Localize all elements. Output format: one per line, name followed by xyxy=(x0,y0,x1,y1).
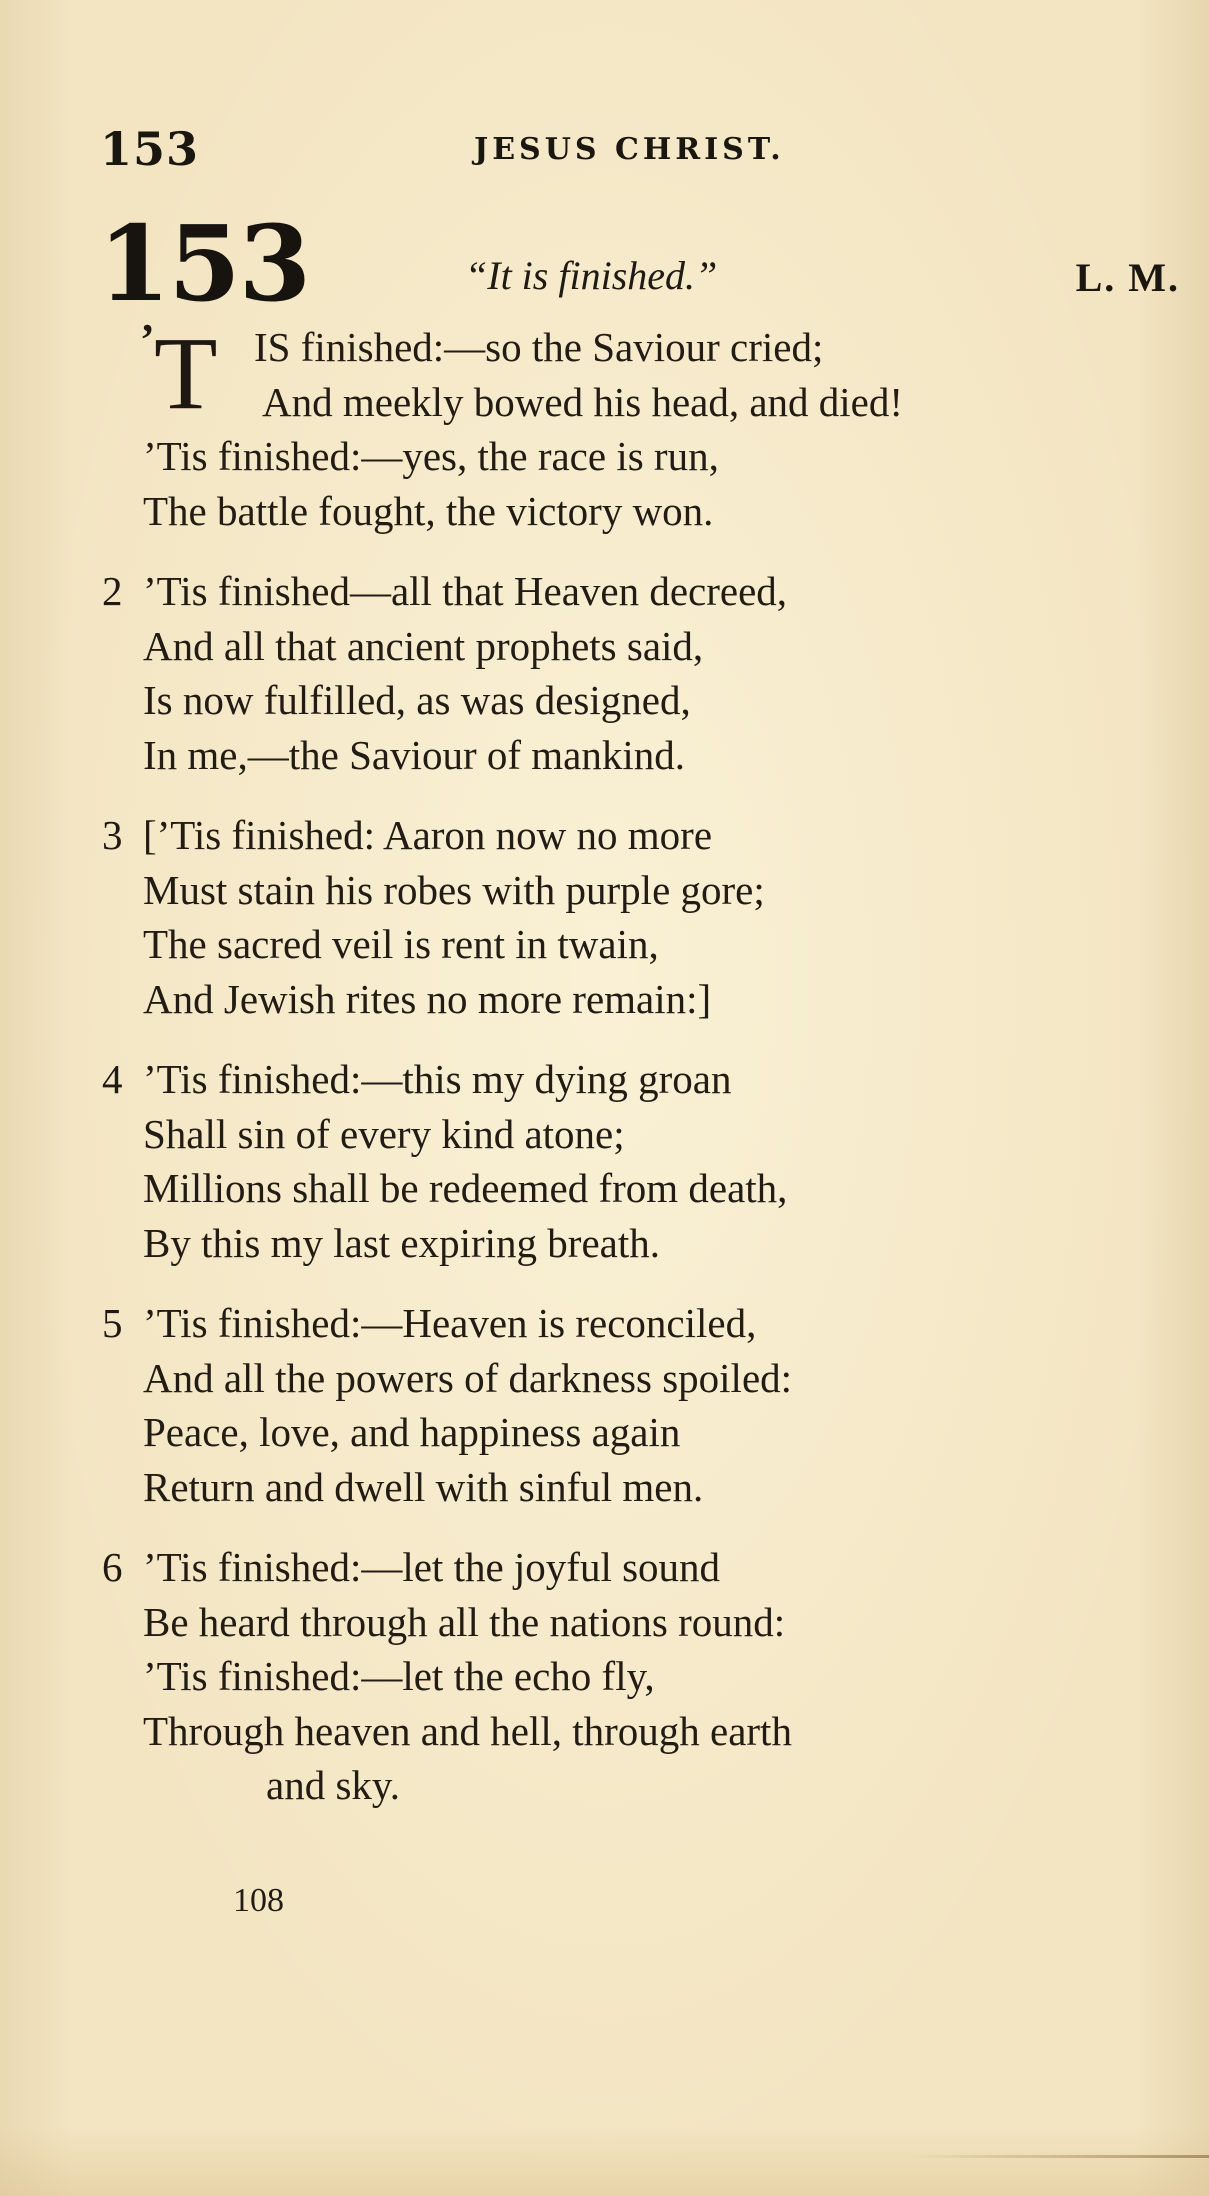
drop-cap: T xyxy=(154,316,218,431)
stanza-line: And meekly bowed his head, and died! xyxy=(262,378,904,425)
stanza-line: IS finished:—so the Saviour cried; xyxy=(254,324,824,370)
stanza-1 xyxy=(0,315,1209,538)
stanza-line: ’Tis finished:—Heaven is reconciled, xyxy=(143,1300,757,1346)
stanza-number: 6 xyxy=(102,1544,123,1590)
stanza-number: 5 xyxy=(102,1300,123,1346)
stanza-line: Must stain his robes with purple gore; xyxy=(143,866,765,913)
hymn-text xyxy=(0,315,1209,1813)
stanza-number: 3 xyxy=(102,812,123,858)
stanza-line: [’Tis finished: Aaron now no more xyxy=(143,812,713,858)
hymn-header xyxy=(98,202,1180,325)
stanza-line: The battle fought, the victory won. xyxy=(143,487,714,534)
running-head-hymn-number: 153 xyxy=(100,122,200,176)
stanza-6 xyxy=(0,1540,1209,1813)
hymn-number: 153 xyxy=(98,202,310,325)
stanza-line: ’Tis finished:—let the joyful sound xyxy=(143,1544,721,1590)
stanza-line: Be heard through all the nations round: xyxy=(143,1598,786,1645)
page-bottom-shading xyxy=(0,2126,1209,2196)
page-edge-line xyxy=(909,2155,1209,2158)
footer-page-number: 108 xyxy=(233,1882,284,1919)
stanza-line: Through heaven and hell, through earth xyxy=(143,1707,792,1754)
stanza-line: Shall sin of every kind atone; xyxy=(143,1110,625,1157)
stanza-line: By this my last expiring breath. xyxy=(143,1219,660,1266)
stanza-line: Millions shall be redeemed from death, xyxy=(143,1165,788,1211)
section-title: JESUS CHRIST. xyxy=(474,132,785,167)
stanza-line-turnover: and sky. xyxy=(266,1762,400,1808)
stanza-line: The sacred veil is rent in twain, xyxy=(143,921,659,967)
stanza-4 xyxy=(0,1052,1209,1270)
stanza-number: 4 xyxy=(102,1056,123,1102)
running-head xyxy=(100,122,1100,182)
stanza-line: ’Tis finished:—let the echo fly, xyxy=(143,1653,655,1699)
stanza-number: 2 xyxy=(102,568,123,614)
stanza-line: Is now fulfilled, as was designed, xyxy=(143,677,691,723)
stanza-3 xyxy=(0,808,1209,1026)
stanza-line: And all that ancient prophets said, xyxy=(143,622,704,669)
stanza-line: Peace, love, and happiness again xyxy=(143,1409,681,1455)
hymn-title: “It is finished.” xyxy=(465,253,718,298)
stanza-line: ’Tis finished:—yes, the race is run, xyxy=(143,433,719,479)
stanza-line: ’Tis finished:—this my dying groan xyxy=(143,1056,732,1102)
stanza-line: In me,—the Saviour of mankind. xyxy=(143,731,686,778)
stanza-line: ’Tis finished—all that Heaven decreed, xyxy=(143,568,788,614)
stanza-line: And all the powers of darkness spoiled: xyxy=(143,1354,793,1401)
drop-cap-apostrophe: ’ xyxy=(140,315,155,364)
stanza-2 xyxy=(0,564,1209,782)
stanza-line: Return and dwell with sinful men. xyxy=(143,1463,704,1510)
stanza-line: And Jewish rites no more remain:] xyxy=(143,975,712,1022)
hymn-meter: L. M. xyxy=(1075,255,1180,300)
stanza-5 xyxy=(0,1296,1209,1514)
